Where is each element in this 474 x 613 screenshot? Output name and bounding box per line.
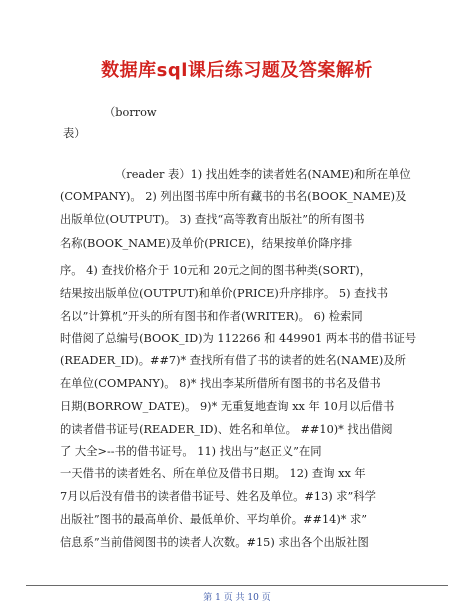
body-line: 名以”计算机”开头的所有图书和作者(WRITER)。 6) 检索同	[60, 310, 363, 323]
body-line: 表）	[63, 127, 86, 140]
body-line: 结果按出版单位(OUTPUT)和单价(PRICE)升序排序。 5) 查找书	[60, 287, 388, 300]
body-line: 7月以后没有借书的读者借书证号、姓名及单位。#13) 求”科学	[60, 490, 376, 503]
body-line: 出版单位(OUTPUT)。 3) 查找“高等教育出版社”的所有图书	[60, 213, 365, 226]
body-line: 名称(BOOK_NAME)及单价(PRICE)，结果按单价降序排	[60, 237, 353, 250]
body-line: 序。 4) 查找价格介于 10元和 20元之间的图书种类(SORT)，	[60, 264, 372, 277]
body-line: 一天借书的读者姓名、所在单位及借书日期。 12) 查询 xx 年	[60, 467, 366, 480]
body-line: 的读者借书证号(READER_ID)、姓名和单位。 ##10)* 找出借阅	[60, 423, 393, 436]
document-title: 数据库sql课后练习题及答案解析	[101, 60, 373, 81]
footer-divider	[26, 585, 448, 586]
page-number: 第 1 页 共 10 页	[203, 593, 271, 603]
body-line: （borrow	[104, 106, 157, 119]
body-line: 出版社”图书的最高单价、最低单价、平均单价。##14)* 求”	[60, 513, 368, 526]
body-line: 信息系”当前借阅图书的读者人次数。#15) 求出各个出版社图	[60, 536, 369, 549]
body-line: 日期(BORROW_DATE)。 9)* 无重复地查询 xx 年 10月以后借书	[60, 400, 395, 413]
body-line: 了 大全>--书的借书证号。 11) 找出与”赵正义”在同	[60, 445, 322, 458]
body-line: （reader 表）1) 找出姓李的读者姓名(NAME)和所在单位	[115, 168, 411, 181]
body-line: 时借阅了总编号(BOOK_ID)为 112266 和 449901 两本书的借书证号	[60, 332, 417, 345]
body-line: (READER_ID)。##7)* 查找所有借了书的读者的姓名(NAME)及所	[60, 354, 406, 367]
body-line: (COMPANY)。 2) 列出图书库中所有藏书的书名(BOOK_NAME)及	[60, 190, 407, 203]
body-line: 在单位(COMPANY)。 8)* 找出李某所借所有图书的书名及借书	[60, 377, 381, 390]
